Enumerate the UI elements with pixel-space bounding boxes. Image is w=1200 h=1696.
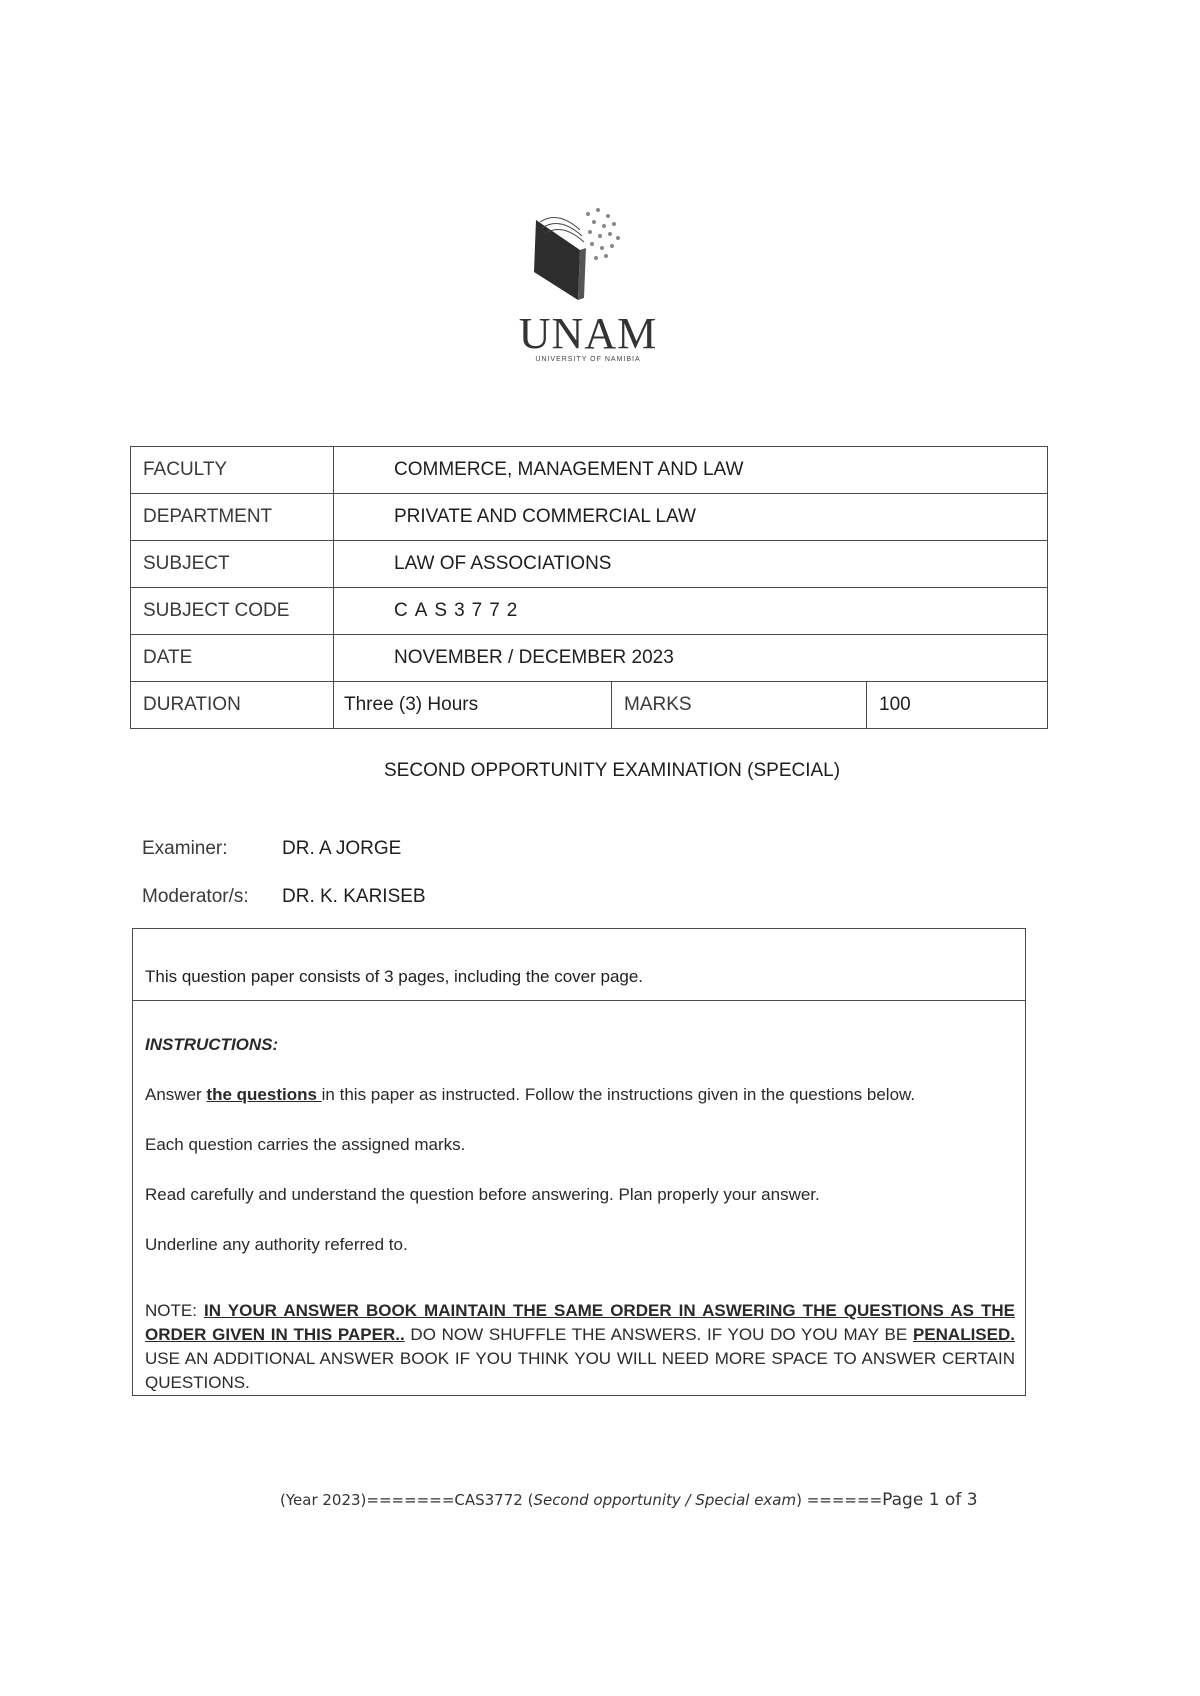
footer-suffix: ) ======: [796, 1491, 883, 1509]
logo-wordmark: UNAM: [518, 309, 658, 358]
footer-italic: Second opportunity / Special exam: [533, 1491, 797, 1509]
instruction-line-4: Underline any authority referred to.: [145, 1235, 408, 1254]
note-underlined-1: IN YOUR ANSWER BOOK MAINTAIN THE SAME ORDER IN ASWERING THE QUESTIONS AS THE ORDER GIVEN IN THIS PAPER..: [145, 1301, 1015, 1344]
marks-value: 100: [867, 682, 1048, 729]
instructions-box: [132, 928, 1026, 1396]
table-row: [131, 635, 1048, 682]
table-row: [131, 541, 1048, 588]
subject-value: LAW OF ASSOCIATIONS: [334, 541, 1048, 588]
page-footer: [280, 1490, 978, 1510]
faculty-value: COMMERCE, MANAGEMENT AND LAW: [334, 447, 1048, 494]
instruction-line-2: Each question carries the assigned marks.: [145, 1135, 466, 1154]
date-label: DATE: [131, 635, 334, 682]
instruction-line-3: Read carefully and understand the question before answering. Plan properly your answer.: [145, 1185, 820, 1204]
department-label: DEPARTMENT: [131, 494, 334, 541]
page-number: Page 1 of 3: [882, 1490, 978, 1510]
instruction-line-1-b: in this paper as instructed. Follow the instructions given in the questions below.: [321, 1085, 916, 1104]
faculty-label: FACULTY: [131, 447, 334, 494]
duration-value: Three (3) Hours: [334, 682, 612, 729]
department-value: PRIVATE AND COMMERCIAL LAW: [334, 494, 1048, 541]
subject-label: SUBJECT: [131, 541, 334, 588]
examiner-label: Examiner:: [142, 838, 228, 859]
exam-info-table: [130, 446, 1048, 729]
instruction-line-1-underlined: the questions: [206, 1085, 322, 1104]
duration-label: DURATION: [131, 682, 334, 729]
note-paragraph: [145, 1299, 1015, 1395]
table-row: [131, 447, 1048, 494]
note-middle: DO NOW SHUFFLE THE ANSWERS. IF YOU DO YOU MAY BE: [404, 1325, 913, 1344]
table-row: [131, 588, 1048, 635]
exam-title: SECOND OPPORTUNITY EXAMINATION (SPECIAL): [384, 760, 841, 781]
note-prefix: NOTE:: [145, 1301, 205, 1320]
marks-label: MARKS: [612, 682, 867, 729]
unam-logo: [498, 200, 708, 370]
moderator-value: DR. K. KARISEB: [282, 886, 426, 907]
date-value: NOVEMBER / DECEMBER 2023: [334, 635, 1048, 682]
logo-subtitle: UNIVERSITY OF NAMIBIA: [535, 356, 641, 363]
instructions-heading: INSTRUCTIONS:: [145, 1035, 279, 1054]
book-globe-icon: [528, 200, 648, 305]
moderator-row: [142, 886, 426, 908]
pages-line: This question paper consists of 3 pages, including the cover page.: [133, 929, 1025, 1001]
instruction-line-1-a: Answer: [145, 1085, 207, 1104]
table-row: [131, 494, 1048, 541]
examiner-row: [142, 838, 401, 860]
note-end: USE AN ADDITIONAL ANSWER BOOK IF YOU THINK YOU WILL NEED MORE SPACE TO ANSWER CERTAIN QUESTIONS.: [145, 1349, 1015, 1392]
note-underlined-2: PENALISED.: [912, 1325, 1015, 1344]
subject-code-value: CAS3772: [334, 588, 1048, 635]
moderator-label: Moderator/s:: [142, 886, 249, 907]
table-row: [131, 682, 1048, 729]
instruction-line-1: [145, 1085, 915, 1105]
subject-code-label: SUBJECT CODE: [131, 588, 334, 635]
footer-prefix: (Year 2023)=======CAS3772 (: [280, 1491, 534, 1509]
examiner-value: DR. A JORGE: [282, 838, 402, 859]
